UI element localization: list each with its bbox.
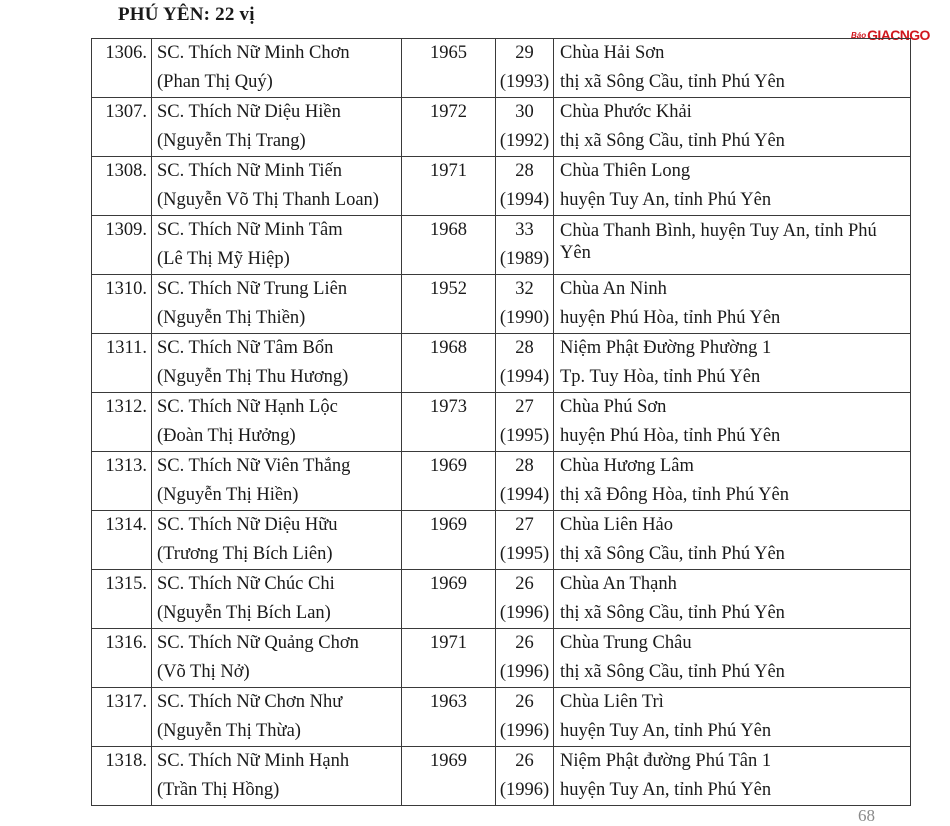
temple-location: thị xã Sông Cầu, tỉnh Phú Yên — [560, 72, 785, 92]
watermark-brand: GIACNGO — [867, 27, 930, 43]
row-number: 1317. — [92, 688, 152, 747]
row-number: 1318. — [92, 747, 152, 806]
age-cell — [496, 39, 554, 98]
temple-location: thị xã Đông Hòa, tỉnh Phú Yên — [560, 485, 790, 505]
ordination-year: (1994) — [499, 367, 550, 387]
temple-location: thị xã Sông Cầu, tỉnh Phú Yên — [560, 131, 785, 151]
age-cell — [496, 511, 554, 570]
place-cell — [554, 393, 911, 452]
table-row — [92, 39, 911, 98]
age-cell — [496, 570, 554, 629]
temple-name: Chùa Liên Hảo — [560, 515, 674, 535]
temple-name: Chùa Thanh Bình, huyện Tuy An, tỉnh Phú Yên — [560, 221, 877, 263]
age-value: 28 — [515, 456, 534, 476]
birth-year: 1952 — [402, 275, 496, 334]
place-cell — [554, 688, 911, 747]
place-cell — [554, 157, 911, 216]
row-number: 1307. — [92, 98, 152, 157]
name-cell — [152, 629, 402, 688]
birth-year: 1965 — [402, 39, 496, 98]
ordination-year: (1990) — [499, 308, 550, 328]
age-value: 26 — [515, 751, 534, 771]
place-cell — [554, 216, 911, 275]
age-value: 33 — [515, 220, 534, 240]
religious-name: SC. Thích Nữ Hạnh Lộc — [157, 397, 338, 417]
place-cell — [554, 39, 911, 98]
religious-name: SC. Thích Nữ Diệu Hữu — [157, 515, 338, 535]
ordination-year: (1989) — [499, 249, 550, 269]
age-value: 28 — [515, 161, 534, 181]
religious-name: SC. Thích Nữ Quảng Chơn — [157, 633, 359, 653]
ordination-year: (1994) — [499, 485, 550, 505]
birth-year: 1971 — [402, 629, 496, 688]
age-cell — [496, 275, 554, 334]
ordination-year: (1992) — [499, 131, 550, 151]
place-cell — [554, 629, 911, 688]
temple-name: Chùa Trung Châu — [560, 633, 692, 653]
row-number: 1308. — [92, 157, 152, 216]
religious-name: SC. Thích Nữ Minh Chơn — [157, 43, 350, 63]
birth-year: 1968 — [402, 216, 496, 275]
ordination-year: (1996) — [499, 662, 550, 682]
birth-year: 1972 — [402, 98, 496, 157]
age-cell — [496, 216, 554, 275]
name-cell — [152, 39, 402, 98]
row-number: 1309. — [92, 216, 152, 275]
temple-location: huyện Tuy An, tỉnh Phú Yên — [560, 721, 772, 741]
birth-year: 1968 — [402, 334, 496, 393]
lay-name: (Trương Thị Bích Liên) — [157, 544, 333, 564]
watermark-prefix: Báo — [851, 31, 867, 40]
lay-name: (Nguyễn Thị Thiền) — [157, 308, 306, 328]
table-row — [92, 452, 911, 511]
age-value: 26 — [515, 574, 534, 594]
birth-year: 1971 — [402, 157, 496, 216]
name-cell — [152, 452, 402, 511]
temple-name: Niệm Phật đường Phú Tân 1 — [560, 751, 772, 771]
name-cell — [152, 688, 402, 747]
age-cell — [496, 98, 554, 157]
temple-name: Chùa An Thạnh — [560, 574, 677, 594]
lay-name: (Nguyễn Võ Thị Thanh Loan) — [157, 190, 379, 210]
religious-name: SC. Thích Nữ Minh Tiến — [157, 161, 342, 181]
age-cell — [496, 157, 554, 216]
religious-name: SC. Thích Nữ Chúc Chi — [157, 574, 335, 594]
temple-name: Chùa An Ninh — [560, 279, 667, 299]
age-cell — [496, 393, 554, 452]
lay-name: (Nguyễn Thị Bích Lan) — [157, 603, 331, 623]
age-cell — [496, 452, 554, 511]
nun-records-table — [91, 38, 911, 806]
birth-year: 1969 — [402, 452, 496, 511]
row-number: 1314. — [92, 511, 152, 570]
temple-name: Chùa Phú Sơn — [560, 397, 667, 417]
table-row — [92, 629, 911, 688]
age-cell — [496, 334, 554, 393]
table-row — [92, 511, 911, 570]
name-cell — [152, 157, 402, 216]
row-number: 1316. — [92, 629, 152, 688]
row-number: 1313. — [92, 452, 152, 511]
religious-name: SC. Thích Nữ Chơn Như — [157, 692, 343, 712]
page-number: 68 — [858, 806, 875, 825]
age-value: 28 — [515, 338, 534, 358]
religious-name: SC. Thích Nữ Viên Thắng — [157, 456, 351, 476]
temple-name: Chùa Phước Khải — [560, 102, 692, 122]
age-value: 27 — [515, 515, 534, 535]
ordination-year: (1995) — [499, 544, 550, 564]
lay-name: (Phan Thị Quý) — [157, 72, 273, 92]
temple-location: thị xã Sông Cầu, tỉnh Phú Yên — [560, 603, 785, 623]
table-row — [92, 275, 911, 334]
records-body — [92, 39, 911, 806]
temple-location: Tp. Tuy Hòa, tỉnh Phú Yên — [560, 367, 761, 387]
temple-location: thị xã Sông Cầu, tỉnh Phú Yên — [560, 544, 785, 564]
religious-name: SC. Thích Nữ Minh Hạnh — [157, 751, 350, 771]
place-cell — [554, 452, 911, 511]
place-cell — [554, 747, 911, 806]
age-cell — [496, 629, 554, 688]
temple-name: Chùa Hải Sơn — [560, 43, 665, 63]
age-value: 29 — [515, 43, 534, 63]
age-value: 32 — [515, 279, 534, 299]
ordination-year: (1996) — [499, 780, 550, 800]
temple-location: huyện Tuy An, tỉnh Phú Yên — [560, 780, 772, 800]
lay-name: (Nguyễn Thị Thừa) — [157, 721, 301, 741]
ordination-year: (1993) — [499, 72, 550, 92]
ordination-year: (1996) — [499, 603, 550, 623]
name-cell — [152, 275, 402, 334]
age-value: 26 — [515, 633, 534, 653]
table-row — [92, 570, 911, 629]
age-value: 26 — [515, 692, 534, 712]
name-cell — [152, 747, 402, 806]
birth-year: 1963 — [402, 688, 496, 747]
age-value: 27 — [515, 397, 534, 417]
table-row — [92, 393, 911, 452]
religious-name: SC. Thích Nữ Diệu Hiền — [157, 102, 341, 122]
religious-name: SC. Thích Nữ Tâm Bổn — [157, 338, 334, 358]
ordination-year: (1994) — [499, 190, 550, 210]
temple-name: Chùa Liên Trì — [560, 692, 664, 712]
name-cell — [152, 334, 402, 393]
table-row — [92, 157, 911, 216]
name-cell — [152, 570, 402, 629]
age-cell — [496, 688, 554, 747]
row-number: 1306. — [92, 39, 152, 98]
table-row — [92, 216, 911, 275]
temple-location: huyện Tuy An, tỉnh Phú Yên — [560, 190, 772, 210]
lay-name: (Nguyễn Thị Hiền) — [157, 485, 299, 505]
birth-year: 1973 — [402, 393, 496, 452]
name-cell — [152, 98, 402, 157]
temple-name: Chùa Thiên Long — [560, 161, 691, 181]
place-cell — [554, 570, 911, 629]
temple-location: huyện Phú Hòa, tỉnh Phú Yên — [560, 308, 781, 328]
place-cell — [554, 511, 911, 570]
ordination-year: (1995) — [499, 426, 550, 446]
table-row — [92, 688, 911, 747]
place-cell — [554, 98, 911, 157]
table-row — [92, 98, 911, 157]
temple-name: Niệm Phật Đường Phường 1 — [560, 338, 772, 358]
birth-year: 1969 — [402, 570, 496, 629]
name-cell — [152, 393, 402, 452]
table-row — [92, 747, 911, 806]
lay-name: (Đoàn Thị Hưởng) — [157, 426, 296, 446]
row-number: 1311. — [92, 334, 152, 393]
row-number: 1315. — [92, 570, 152, 629]
religious-name: SC. Thích Nữ Trung Liên — [157, 279, 348, 299]
place-cell — [554, 275, 911, 334]
temple-name: Chùa Hương Lâm — [560, 456, 694, 476]
lay-name: (Võ Thị Nở) — [157, 662, 250, 682]
birth-year: 1969 — [402, 511, 496, 570]
row-number: 1310. — [92, 275, 152, 334]
lay-name: (Trần Thị Hồng) — [157, 780, 280, 800]
age-cell — [496, 747, 554, 806]
ordination-year: (1996) — [499, 721, 550, 741]
name-cell — [152, 511, 402, 570]
religious-name: SC. Thích Nữ Minh Tâm — [157, 220, 343, 240]
lay-name: (Nguyễn Thị Trang) — [157, 131, 306, 151]
table-row — [92, 334, 911, 393]
temple-location: thị xã Sông Cầu, tỉnh Phú Yên — [560, 662, 785, 682]
lay-name: (Lê Thị Mỹ Hiệp) — [157, 249, 290, 269]
place-cell — [554, 334, 911, 393]
age-value: 30 — [515, 102, 534, 122]
section-heading: PHÚ YÊN: 22 vị — [118, 4, 255, 25]
birth-year: 1969 — [402, 747, 496, 806]
name-cell — [152, 216, 402, 275]
lay-name: (Nguyễn Thị Thu Hương) — [157, 367, 349, 387]
row-number: 1312. — [92, 393, 152, 452]
temple-location: huyện Phú Hòa, tỉnh Phú Yên — [560, 426, 781, 446]
